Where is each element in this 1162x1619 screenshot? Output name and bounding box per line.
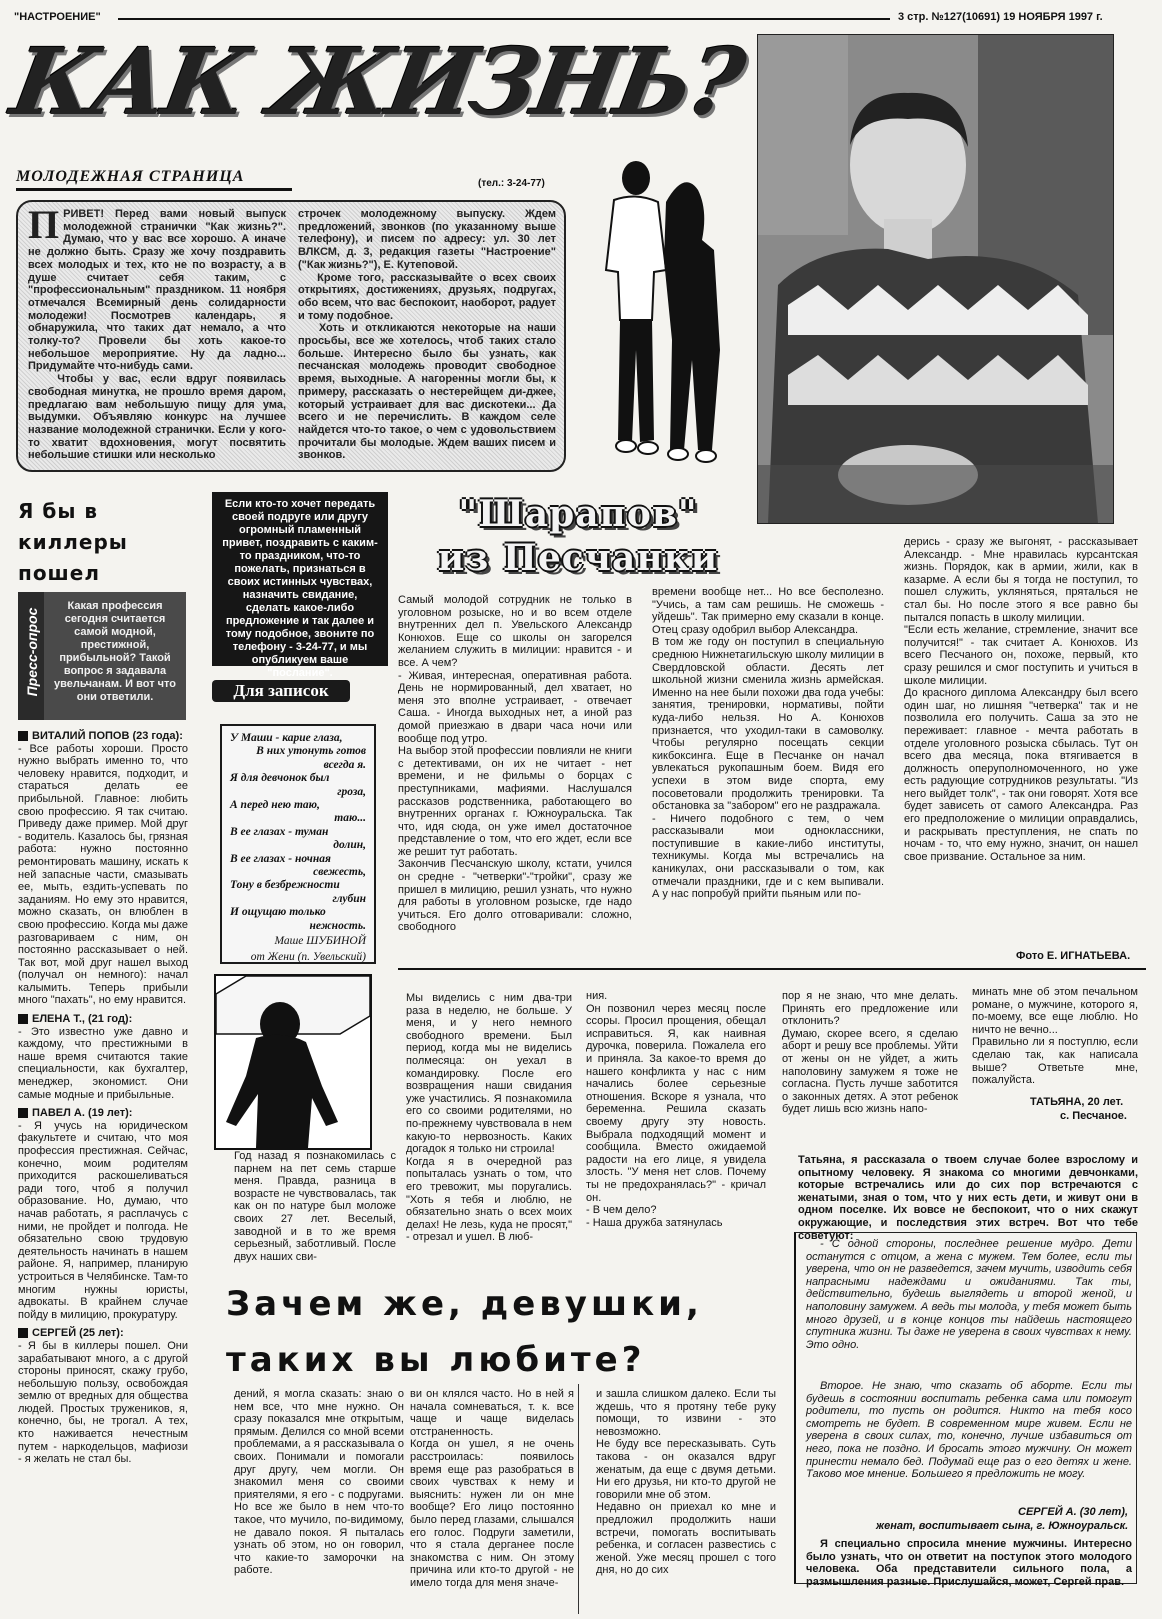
girls-column-3: и зашла слишком далеко. Если ты ждешь, что я протяну тебе руку помощи, то извини - это невозможно. Не буду все пересказывать. Суть такова - он оказался вдруг женатым, да еще с двумя детьми. Ни его друзья, ни кто-то другой не говорили мне об этом. Недавно он приехал ко мне и предложил продолжить наши встречи, помогать воспитывать ребенка, и согласен развестись с женой. Уже месяц прошел с того дня, но до сих xyxy=(596,1388,776,1577)
poem-dedication: Маше ШУБИНОЙ xyxy=(274,935,366,948)
press-poll-box xyxy=(18,592,186,720)
woman-silhouette-illustration xyxy=(214,974,372,1150)
column-rule xyxy=(578,1384,579,1614)
issue-info: 3 стр. №127(10691) 19 НОЯБРЯ 1997 г. xyxy=(898,11,1103,23)
section-rule xyxy=(398,968,1146,970)
portrait-photo xyxy=(757,34,1114,524)
intro-column-1 xyxy=(28,202,286,466)
intro-text-5: Хоть и откликаются некоторые на наши просьбы, все же хотелось, чтоб таких стало больше. Интересно было бы узнать, как песчанская молодежь проводит свободное время, выходные. А нагоренны могли бы, к примеру, рассказать о нестерейщем ди-джее, который устраивает для вас дискотеки... Да всего и не перечислить. В каждом селе найдется что-то такое, о чем с удовольствием прочитали бы молодые. Ждем ваших писем и звонков. xyxy=(298,322,556,462)
poem-line: В ее глазах - туман xyxy=(230,825,329,838)
answer-4 xyxy=(18,1327,188,1466)
poem-author: от Жени (п. Увельский) xyxy=(250,950,366,963)
answer-name: ЕЛЕНА Т., (21 год): xyxy=(32,1013,133,1026)
story-author: ТАТЬЯНА, 20 лет. xyxy=(1030,1096,1124,1108)
poll-heading: Я бы в киллеры пошел xyxy=(18,499,128,585)
article-title-line-1: "Шарапов" xyxy=(458,493,698,535)
phone-number: (тел.: 3-24-77) xyxy=(478,178,545,189)
answer-3 xyxy=(18,1107,188,1321)
section-name: "НАСТРОЕНИЕ" xyxy=(14,11,101,23)
reply-author-info: женат, воспитывает сына, г. Южноуральск. xyxy=(876,1520,1129,1532)
poem-line: всегда я. xyxy=(323,758,366,771)
story-column-5: минать мне об этом печальном романе, о мужчине, которого я, по-моему, все еще люблю. Но ничто не вечно... Правильно ли я поступлю, если сделаю так, как написала выше? Ответьте мне, пожалуйста. xyxy=(972,986,1138,1087)
poll-answers xyxy=(18,730,188,1610)
answer-name: СЕРГЕЙ (25 лет): xyxy=(32,1327,124,1340)
answer-name: ВИТАЛИЙ ПОПОВ (23 года): xyxy=(32,730,183,742)
poem-line: В них утонуть готов xyxy=(256,745,366,758)
article-column-3: дерись - сразу же выгонят, - рассказывает Александр. - Мне нравилась курсантская жизнь. Порядок, как в армии, жили, как в казарме. А если бы я тогда не поступил, то пошел служить, укляняться, пряталься не стал бы. Но после этого я все равно бы пытался попасть в школу милиции. "Если есть желание, стремление, значит все получится!" - так считает А. Конюхов. Из всего Песчаного он, похоже, первый, кто сразу решился и смог поступить и учиться в школе милиции. До красного диплома Александру был всего один шаг, но лишняя "четверка" так и не позволила его получить. Саша за это не переживает: главное - мечта работать в отделе уголовного розыска сбылась. Тут он всего два месяца, пока втягивается в должность оперуполномоченного, но уже есть радующие сотрудников результаты. "Из него выйдет толк", - так они говорят. Хотя все будет зависеть от самого Александра. Раз его предположение о милиции оправдались, и раскрывать преступления, не спать по ночам - то, что ему нужно, значит, он нашел свое призвание. Остальное за ним. xyxy=(904,536,1138,863)
photo-credit: Фото Е. ИГНАТЬЕВА. xyxy=(1016,950,1131,962)
reply-text-2: Второе. Не знаю, что сказать об аборте. Если ты будешь в состоянии воспитать ребенка сама или помогут родители, то пусть он родится. Никто на тебя косо смотреть не будет. В современном мире живем. Если не уверена в своих силах, то, конечно, лучше избавиться от него, пока не поздно. И бросать этого мужчину. Он может принести немало бед. Подумай еще раз о его детях и жене. Таково мое мнение. Большего я предложить не могу. xyxy=(806,1380,1132,1481)
woman-silhouette-art xyxy=(216,976,370,1148)
answer-name: ПАВЕЛ А. (19 лет): xyxy=(32,1107,133,1120)
story-column-1: Год назад я познакомилась с парнем на пет семь старше меня. Правда, разница в возрасте не чувствовалась, так как он по натуре был моложе своих 27 лет. Веселый, заводной и в то же время серьезный, заботливый. После двух наших сви- xyxy=(234,1150,396,1263)
article-column-1: Самый молодой сотрудник не только в уголовном розыске, но и во всем отделе внутренних дел п. Увельского Александр Конюхов. Еще со школы он загорелся желанием служить в милиции: нравится - и все. А чем? - Живая, интересная, оперативная работа. День не нормированный, дел хватает, но меня это вполне устраивает, - отвечает Саша. - Иногда выходных нет, а иной раз домой приезжаю в двари часа ночи или вообще под утро. На выбор этой профессии повлияли не книги с детективами, он их не читает - нет времени, и не фильмы о борцах с преступниками, мафиями. Наслушался рассказов родственника, работающего во внутренних органах г. Южноуральска. Так что, идя сюда, он уже имел достаточное представление о том, что его ждет, если все же решит тут работать. Закончив Песчанскую школу, кстати, учился он средне - "четверки"-"тройки", сразу же пришел в милицию, решил узнать, что нужно для работы в уголовном розыске, где надо учиться. Его долго отговаривали: сложно, свободного xyxy=(398,594,632,934)
answer-text: - Все работы хороши. Просто нужно выбрать именно то, что человеку нравится, подходит, и стараться делать ее прибыльной. Главное: любить свою профессию. Я так считаю. Приведу даже пример. Мой друг - водитель. Казалось бы, грязная работа: нужно постоянно ремонтировать машину, искать к ней запасные части, смазывать ее, мыть, ездить-успевать по заданиям. Но ему это нравится, можно сказать, он влюблен в свою профессию. Когда мы даже разговариваем с ним, он постоянно рассказывает о ней. Так вот, мой друг нашел выход (получал он немного): начал калымить. Теперь прибыли много "пахать", но ему нравится. xyxy=(18,742,188,1007)
bullet-icon xyxy=(18,1108,28,1118)
answer-2 xyxy=(18,1013,188,1101)
answer-1 xyxy=(18,730,188,1007)
portrait-photo-art xyxy=(758,35,1113,523)
couple-illustration xyxy=(574,150,746,490)
intro-column-2 xyxy=(298,208,556,466)
poem-line: свежесть, xyxy=(313,866,366,879)
poem-line: Я для девчонок был xyxy=(230,772,330,785)
press-poll-label-bg xyxy=(18,592,44,720)
story-column-2: Мы виделись с ним два-три раза в неделю, не больше. У меня, и у него немного свободного времени. Был период, когда мы не виделись полмесяца: он уехал в командировку. После его возвращения наши свидания уже участились. Я познакомила его со своими родителями, но по-прежнему чувствовала в нем какую-то нервозность. Каких догадок я только ни строила! Когда я в очередной раз попыталась узнать о том, что его тревожит, мы поругались. "Хоть я тебя и люблю, не обязательно знать о всех моих делах! Не лезь, куда не просят," - отрезал и ушел. В люб- xyxy=(406,992,572,1244)
poem-box xyxy=(220,724,376,964)
bullet-icon xyxy=(18,731,28,741)
story-title: Зачем же, девушки, таких вы любите? xyxy=(226,1284,703,1380)
article-title xyxy=(398,492,758,580)
page-title: КАК ЖИЗНЬ? xyxy=(4,28,749,136)
bullet-icon xyxy=(18,1014,28,1024)
message-box: Если кто-то хочет передать своей подруге или другу огромный пламенный привет, поздравить с каким-то праздником, что-то пожелать, признаться в своих истинных чувствах, назначить свидание, сделать какое-либо предложение и так далее и тому подобное, звоните по телефону - 3-24-77, и мы опубликуем ваше "послание". xyxy=(212,492,388,666)
reply-paragraph-1 xyxy=(806,1238,1132,1378)
press-poll-label: Пресс-опрос xyxy=(24,607,40,697)
story-author-location: с. Песчаное. xyxy=(1060,1110,1127,1122)
poem-line: нежность. xyxy=(309,919,366,932)
intro-text-1: РИВЕТ! Перед вами новый выпуск молодежной странички "Как жизнь?". Думаю, что у вас все хорошо. А иначе не должно быть. Сразу же хочу поздравить всех молодых и тех, кто не по возрасту, а в душе считает себя таким, с "профессиональным" праздником. 11 ноября отмечался Всемирный день солидарности молодежи! Посмотрев календарь, я обнаружила, что таких дат немало, а что толку-то? Провели бы хоть какое-то небольшое мероприятие. Ну да ладно... Придумайте что-нибудь сами. xyxy=(28,208,286,373)
masthead-rule xyxy=(118,18,890,20)
answer-text: - Я бы в киллеры пошел. Они зарабатывают много, а с другой стороны приносят, скажу грубо, небольшую пользу, освобождая землю от вредных для общества людей. Простых тружеников, я, конечно, бы, не трогал. А тех, кто наживается нечестным путем - наркодельцов, мафиози - я желать не стал бы. xyxy=(18,1339,188,1466)
intro-text-2: Чтобы у вас, если вдруг появилась свободная минутка, не прошло время даром, предлагаю вам небольшую пищу для ума, выдумки. Объявляю конкурс на лучшее название молодежной странички. Если у кого-то хватит вдохновения, могут посвятить небольшие стишки или несколько xyxy=(28,373,286,462)
press-poll-question: Какая профессия сегодня считается самой модной, престижной, прибыльной? Такой вопрос я задавала увельчанам. И вот что они ответили. xyxy=(54,600,176,703)
girls-column-2: ви он клялся часто. Но в ней я начала сомневаться, т. к. все чаще и чаще виделась отстраненность. Когда он ушел, я не очень расстроилась: появилось время еще раз разобраться в своих чувствах к нему и выяснить: нужен ли он мне вообще? Его лицо постоянно было перед глазами, слышался его голос. Подруги заметили, что я стала дерганее после знакомства с ним. Он этому причина или кто-то другой - не имело тогда для меня значе- xyxy=(410,1388,574,1589)
answer-text: - Я учусь на юридическом факультете и считаю, что моя профессия престижная. Сейчас, конечно, моим родителям приходится раскошеливаться ради того, чтоб я получил образование. Но, думаю, что начав работать, я расплачусь с ними, не пройдет и полгода. Не обязательно свою трудовую деятельность начинать в нашем районе. Я, например, планирую устроиться в Челябинске. Там-то многим нужны юристы, адвокаты. В крайнем случае пойду в милицию, прокуратуру. xyxy=(18,1119,188,1321)
poem-line: И ощущаю только xyxy=(230,906,326,919)
reply-paragraph-2 xyxy=(806,1380,1132,1500)
intro-text-3: строчек молодежному выпуску. Ждем предложений, звонков (по указанному выше телефону), и писем по адресу: ул. 30 лет ВЛКСМ, д. 3, редакция газеты "Настроение" ("Как жизнь?"), Е. Кутеповой. xyxy=(298,208,556,271)
reply-author: СЕРГЕЙ А. (30 лет), xyxy=(1018,1506,1128,1518)
page-subtitle: МОЛОДЕЖНАЯ СТРАНИЦА xyxy=(16,168,245,185)
poem-line: глубин xyxy=(332,892,366,905)
article-column-2: времени вообще нет... Но все бесполезно. "Учись, а там сам решишь. Не сможешь - уйдешь". Так примерно ему сказали в конце. Отец сразу одобрил выбор Александра. В том же году он поступил в специальную среднюю Нижнетагильскую школу милиции в Свердловской области. Десять лет школьной жизни сменила жизнь армейская. Именно на нее были похожи два года учебы: занятия, тренировки, нормативы, пойти куда-либо нельзя. Но А. Конюхов признается, что уходил-таки в самоволку. Чтобы регулярно посещать секции кикбоксинга. Еще в Песчанке он начал увлекаться рукопашным боем. Видя его успехи в этом виде спорта, ему посоветовали продолжить тренировки. Та обстановка за "забором" его не раздражала. - Ничего подобного с тем, о чем рассказывали мои одноклассники, поступившие в какие-либо институты, техникумы. Когда мы встречались на каникулах, они рассказывали о том, как отмечали праздники, где и с кем выпивали. А у нас попробуй прийти пьяным или по- xyxy=(652,586,884,901)
reply-outro-text: Я специально спросила мнение мужчины. Интересно было узнать, что он ответит на поступок этого молодого человека. Оба представители сильного пола, а размышления разные. Прислушайся, может, Сергей прав. xyxy=(806,1538,1132,1588)
reply-outro xyxy=(806,1538,1132,1594)
notes-title: Для записок xyxy=(212,680,350,702)
story-column-4: пор я не знаю, что мне делать. Принять его предложение или отклонить? Думаю, скорее всего, я сделаю аборт и решу все проблемы. Уйти от жены он не уйдет, а жить наполовину замужем я тоже не согласна. Пусть лучше заботится о законных детях. А этот ребенок будет лишь всю жизнь напо- xyxy=(782,990,958,1116)
poem-line: В ее глазах - ночная xyxy=(230,852,331,865)
poem-line: долин, xyxy=(333,839,366,852)
bullet-icon xyxy=(18,1328,28,1338)
story-column-3: ния. Он позвонил через месяц после ссоры. Просил прощения, обещал исправиться. Я, как наивная дурочка, поверила. Пожалела его и приняла. За какое-то время до нашего конфликта у нас с ним начались более серьезные отношения. Вскоре я узнала, что беременна. Решила сказать своему другу эту новость. Выбрала подходящий момент и сообщила. Вместо ожидаемой радости на его лице, я увидела злость. "У меня нет слов. Почему ты не предохранялась?" - кричал он. - В чем дело? - Наша дружба затянулась xyxy=(586,990,766,1229)
dropcap: П xyxy=(28,202,60,247)
poem-line: У Маши - карие глаза, xyxy=(230,732,343,744)
answer-text: - Это известно уже давно и каждому, что престижными в наше время считаются такие специальности, как бухгалтер, менеджер, экономист. Они самые модные и прибыльные. xyxy=(18,1025,188,1101)
poem-line: гроза, xyxy=(337,785,366,798)
girls-column-1: дений, я могла сказать: знаю о нем все, что мне нужно. Он сразу показался мне открытым, прямым. Делился со мной всеми проблемами, а я рассказывала о своих. Понимали и помогали друг другу, чем могли. Он знакомил меня со своими приятелями, я его - с подругами. Но все же было в нем что-то такое, что мучило, по-видимому, не давало покоя. Я пыталась узнать об этом, но он говорил, что какие-то заморочки на работе. xyxy=(234,1388,404,1577)
poem-line: таю... xyxy=(334,812,366,825)
reply-text-1: - С одной стороны, последнее решение мудро. Дети останутся с отцом, а жена с мужем. Тем более, если ты уверена, что он не разведется, зачем мучить, изводить себя напрасными надеждами и ожиданиями. Так ты, действительно, будешь выглядеть и второй женой, и наполовину замужем. А ведь ты молода, у тебя может быть много друзей, и в конце концов ты найдешь настоящего спутника жизни. Ты даже не уверена в своих чувствах к нему. Это одно. xyxy=(806,1238,1132,1351)
article-title-line-2: из Песчанки xyxy=(437,537,719,579)
poem-line: Тону в безбрежности xyxy=(230,879,340,892)
intro-text-4: Кроме того, рассказывайте о всех своих открытиях, достижениях, друзьях, подругах, обо всем, что вас беспокоит, наоборот, радует и тому подобное. xyxy=(298,271,556,322)
poem-line: А перед нею таю, xyxy=(230,799,320,812)
reply-intro: Татьяна, я рассказала о твоем случае более взрослому и опытному человеку. Я знакома со многими девчонками, которые встречались или до сих пор встречаются с женатыми, зная о том, что у них есть дети, и живут они в одном поселке. Их вовсе не беспокоит, что о них скажут окружающие, и последствия этих встреч. Вот что тебе советуют: xyxy=(798,1154,1138,1242)
intro-box xyxy=(16,200,566,472)
subtitle-rule xyxy=(16,188,292,191)
